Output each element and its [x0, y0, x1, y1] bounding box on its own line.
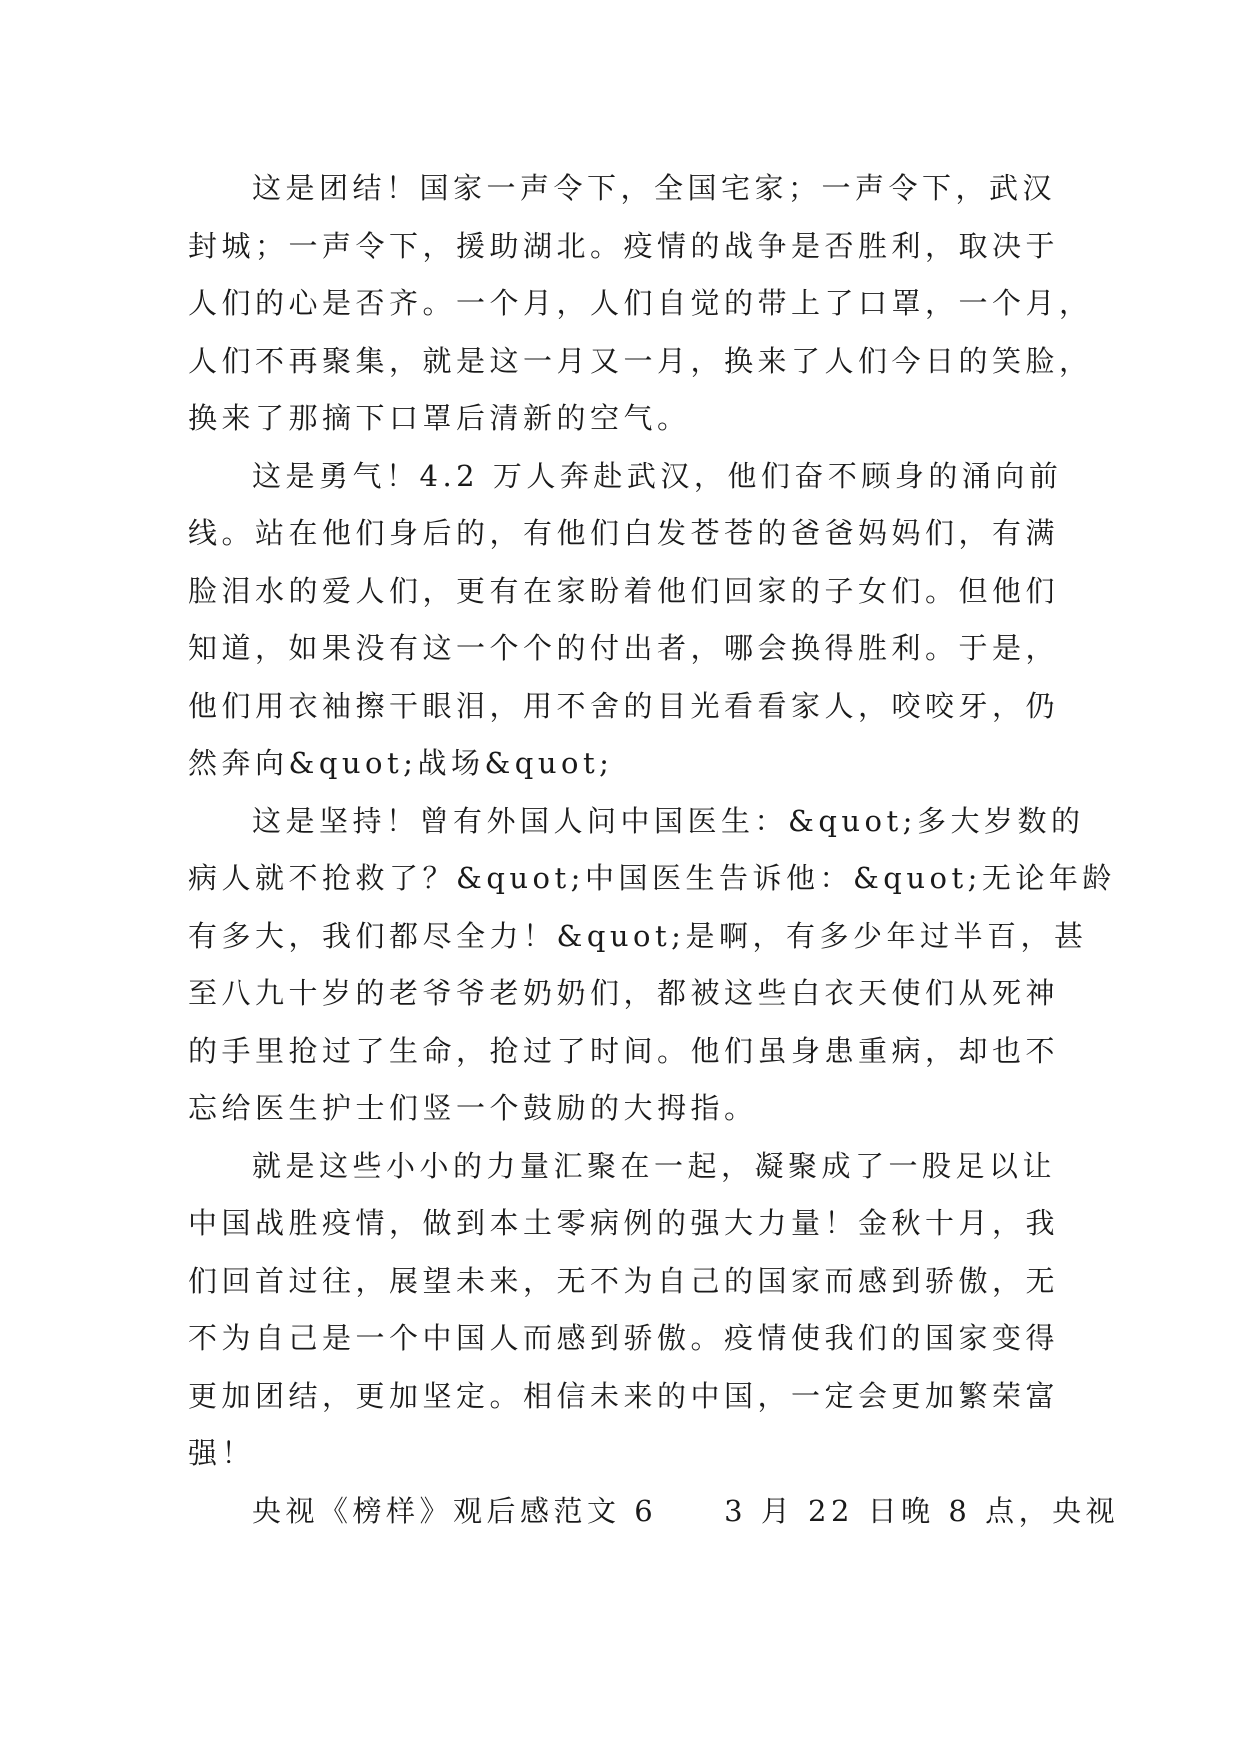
paragraph-line: 这是勇气！4.2 万人奔赴武汉，他们奋不顾身的涌向前	[252, 458, 1063, 493]
paragraph-line: 知道，如果没有这一个个的付出者，哪会换得胜利。于是，	[188, 631, 1060, 665]
paragraph-line: 更加团结，更加坚定。相信未来的中国，一定会更加繁荣富	[188, 1378, 1060, 1413]
paragraph-line: 至八九十岁的老爷爷老奶奶们，都被这些白衣天使们从死神	[188, 976, 1060, 1010]
paragraph-line: 人们不再聚集，就是这一月又一月，换来了人们今日的笑脸，	[188, 343, 1093, 378]
paragraph-line: 中国战胜疫情，做到本土零病例的强大力量！金秋十月，我	[188, 1206, 1060, 1240]
paragraph-line: 们回首过往，展望未来，无不为自己的国家而感到骄傲，无	[188, 1263, 1060, 1298]
paragraph-line: 线。站在他们身后的，有他们白发苍苍的爸爸妈妈们，有满	[188, 516, 1060, 550]
paragraph-line: 有多大，我们都尽全力！&quot;是啊，有多少年过半百，甚	[188, 918, 1088, 953]
paragraph-line: 就是这些小小的力量汇聚在一起，凝聚成了一股足以让	[252, 1148, 1057, 1183]
paragraph-line: 这是坚持！曾有外国人问中国医生：&quot;多大岁数的	[252, 803, 1085, 838]
paragraph-line: 人们的心是否齐。一个月，人们自觉的带上了口罩，一个月，	[188, 286, 1093, 320]
paragraph-line: 然奔向&quot;战场&quot;	[188, 746, 614, 780]
paragraph-line: 他们用衣袖擦干眼泪，用不舍的目光看看家人，咬咬牙，仍	[188, 688, 1060, 723]
paragraph-line: 封城；一声令下，援助湖北。疫情的战争是否胜利，取决于	[188, 228, 1060, 263]
paragraph-line: 不为自己是一个中国人而感到骄傲。疫情使我们的国家变得	[188, 1321, 1060, 1355]
paragraph-line: 病人就不抢救了？&quot;中国医生告诉他：&quot;无论年龄	[188, 861, 1116, 895]
paragraph-line: 这是团结！国家一声令下，全国宅家；一声令下，武汉	[252, 171, 1057, 205]
paragraph-line: 央视《榜样》观后感范文 6 3 月 22 日晚 8 点，央视	[252, 1493, 1120, 1528]
paragraph-line: 脸泪水的爱人们，更有在家盼着他们回家的子女们。但他们	[188, 573, 1060, 608]
paragraph-line: 忘给医生护士们竖一个鼓励的大拇指。	[188, 1091, 758, 1125]
paragraph-line: 的手里抢过了生命，抢过了时间。他们虽身患重病，却也不	[188, 1033, 1060, 1068]
paragraph-line: 强！	[188, 1436, 256, 1470]
paragraph-line: 换来了那摘下口罩后清新的空气。	[188, 401, 691, 435]
body-text	[188, 160, 1120, 1540]
